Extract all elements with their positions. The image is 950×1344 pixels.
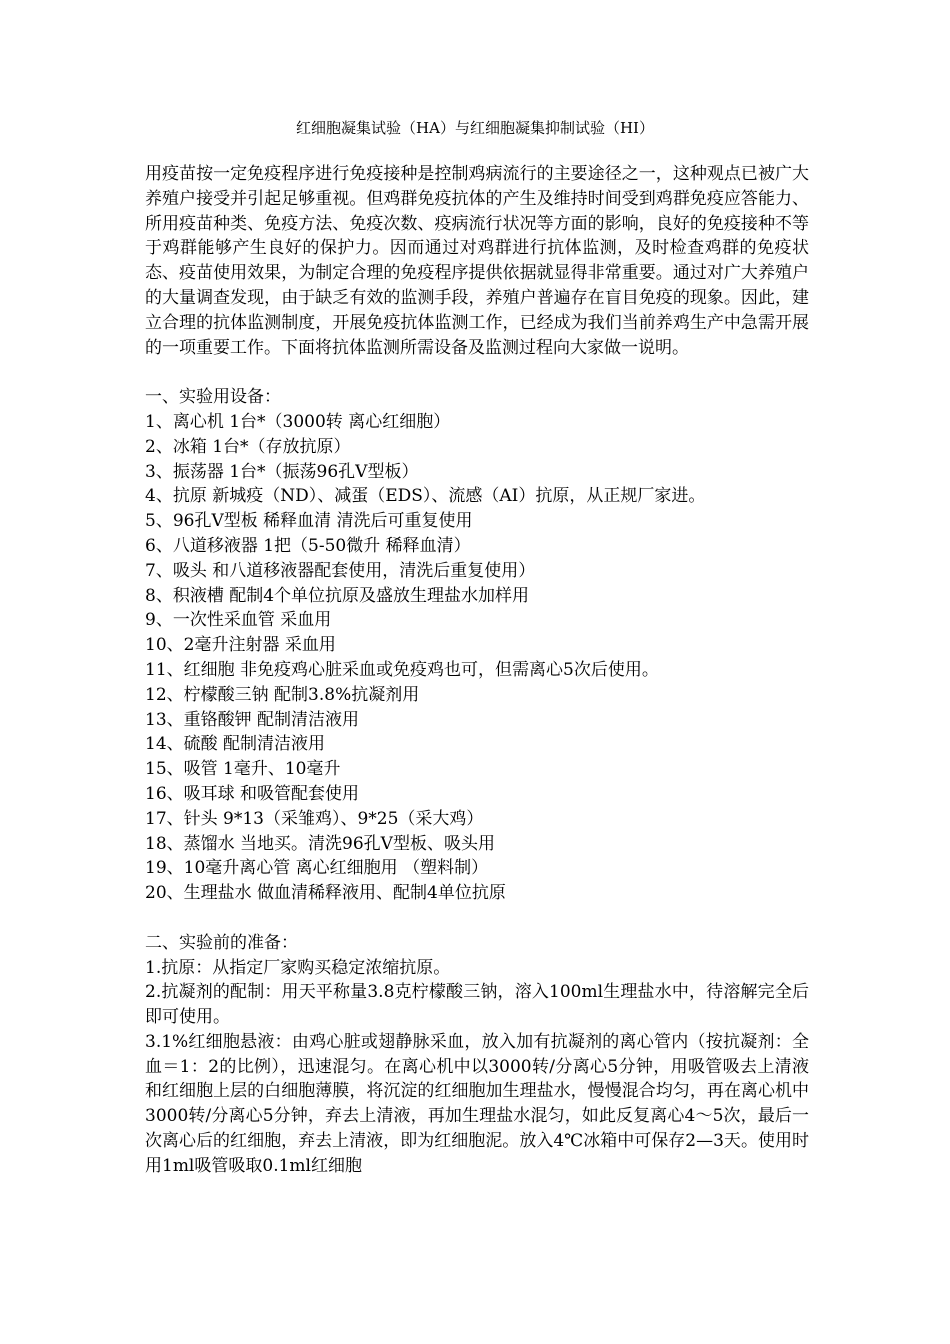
blank-line xyxy=(145,360,809,385)
list-item: 7、吸头 和八道移液器配套使用，清洗后重复使用） xyxy=(145,560,536,581)
list-item: 16、吸耳球 和吸管配套使用 xyxy=(145,783,360,804)
list-item: 13、重铬酸钾 配制清洁液用 xyxy=(145,709,360,730)
list-item: 6、八道移液器 1把（5-50微升 稀释血清） xyxy=(145,535,471,556)
list-item: 14、硫酸 配制清洁液用 xyxy=(145,734,326,755)
preparation-item: 1.抗原：从指定厂家购买稳定浓缩抗原。 xyxy=(145,957,451,978)
blank-line xyxy=(145,906,809,931)
list-item: 2、冰箱 1台*（存放抗原） xyxy=(145,436,351,457)
list-item: 5、96孔V型板 稀释血清 清洗后可重复使用 xyxy=(145,511,473,532)
list-item: 12、柠檬酸三钠 配制3.8%抗凝剂用 xyxy=(145,684,420,705)
list-item: 10、2毫升注射器 采血用 xyxy=(145,635,336,656)
list-item: 1、离心机 1台*（3000转 离心红细胞） xyxy=(145,411,451,432)
preparation-item: 3.1%红细胞悬液：由鸡心脏或翅静脉采血，放入加有抗凝剂的离心管内（按抗凝剂：全血＝1：2的比例），迅速混匀。在离心机中以3000转/分离心5分钟，用吸管吸去上清液和红细胞上层的白细胞薄膜，将沉淀的红细胞加生理盐水，慢慢混合均匀，再在离心机中3000转/分离心5分钟，弃去上清液，再加生理盐水混匀，如此反复离心4～5次，最后一次离心后的红细胞，弃去上清液，即为红细胞泥。放入4℃冰箱中可保存2—3天。使用时用1ml吸管吸取0.1ml红细胞 xyxy=(145,1031,809,1176)
list-item: 15、吸管 1毫升、10毫升 xyxy=(145,759,341,780)
document-title: 红细胞凝集试验（HA）与红细胞凝集抑制试验（HI） xyxy=(296,119,654,137)
preparation-item: 2.抗凝剂的配制：用天平称量3.8克柠檬酸三钠，溶入100ml生理盐水中，待溶解完全后即可使用。 xyxy=(145,982,809,1028)
list-item: 18、蒸馏水 当地买。清洗96孔V型板、吸头用 xyxy=(145,833,495,854)
list-item: 4、抗原 新城疫（ND）、减蛋（EDS）、流感（AI）抗原，从正规厂家进。 xyxy=(145,486,706,507)
list-item: 3、振荡器 1台*（振荡96孔V型板） xyxy=(145,461,419,482)
preparation-list xyxy=(145,956,809,1179)
section-heading-equipment: 一、实验用设备： xyxy=(145,387,281,408)
equipment-list xyxy=(145,410,809,906)
list-item: 19、10毫升离心管 离心红细胞用 （塑料制） xyxy=(145,858,489,879)
document-body xyxy=(145,162,809,1179)
section-heading-preparation: 二、实验前的准备： xyxy=(145,932,298,953)
list-item: 9、一次性采血管 采血用 xyxy=(145,610,332,631)
intro-paragraph: 用疫苗按一定免疫程序进行免疫接种是控制鸡病流行的主要途径之一，这种观点已被广大养殖户接受并引起足够重视。但鸡群免疫抗体的产生及维持时间受到鸡群免疫应答能力、所用疫苗种类、免疫方法、免疫次数、疫病流行状况等方面的影响，良好的免疫接种不等于鸡群能够产生良好的保护力。因而通过对鸡群进行抗体监测，及时检查鸡群的免疫状态、疫苗使用效果，为制定合理的免疫程序提供依据就显得非常重要。通过对广大养殖户的大量调查发现，由于缺乏有效的监测手段，养殖户普遍存在盲目免疫的现象。因此，建立合理的抗体监测制度，开展免疫抗体监测工作，已经成为我们当前养鸡生产中急需开展的一项重要工作。下面将抗体监测所需设备及监测过程向大家做一说明。 xyxy=(145,164,809,358)
list-item: 17、针头 9*13（采雏鸡）、9*25（采大鸡） xyxy=(145,808,484,829)
list-item: 8、积液槽 配制4个单位抗原及盛放生理盐水加样用 xyxy=(145,585,530,606)
list-item: 11、红细胞 非免疫鸡心脏采血或免疫鸡也可，但需离心5次后使用。 xyxy=(145,659,659,680)
list-item: 20、生理盐水 做血清稀释液用、配制4单位抗原 xyxy=(145,883,506,904)
